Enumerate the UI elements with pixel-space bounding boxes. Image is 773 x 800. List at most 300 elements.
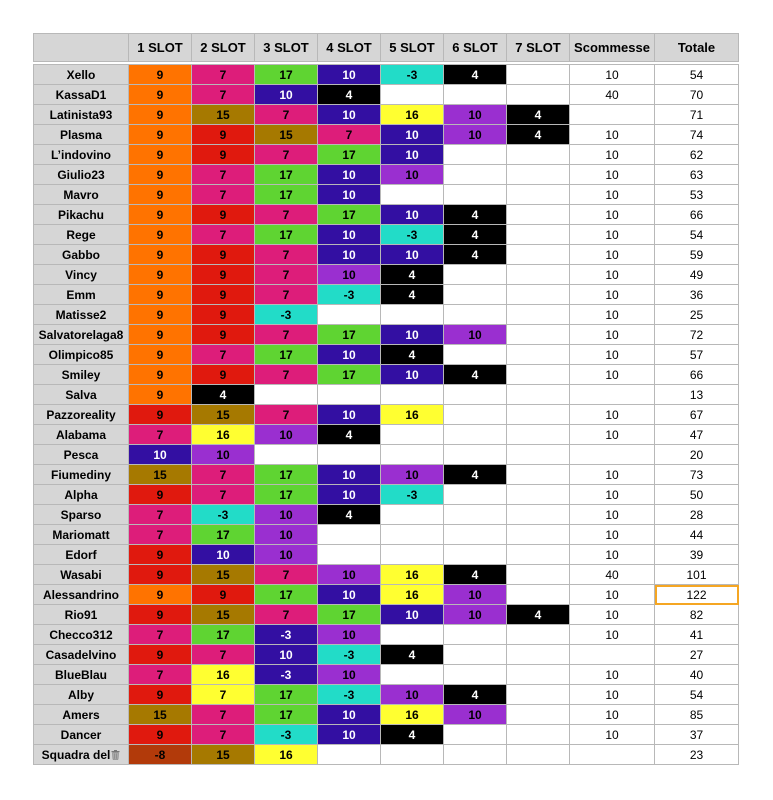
slot-5-cell[interactable]: 10 — [381, 245, 444, 265]
scommesse-cell[interactable]: 10 — [570, 725, 655, 745]
player-name-cell[interactable] — [34, 265, 129, 285]
slot-6-empty-cell[interactable] — [444, 665, 507, 685]
slot-5-empty-cell[interactable] — [381, 745, 444, 765]
slot-4-empty-cell[interactable] — [318, 385, 381, 405]
slot-4-cell[interactable]: -3 — [318, 685, 381, 705]
slot-6-cell[interactable]: 4 — [444, 65, 507, 85]
totale-cell[interactable]: 73 — [655, 465, 739, 485]
slot-1-cell[interactable]: 9 — [129, 205, 192, 225]
totale-cell[interactable]: 85 — [655, 705, 739, 725]
scommesse-cell[interactable] — [570, 105, 655, 125]
slot-5-cell[interactable]: 10 — [381, 465, 444, 485]
slot-3-cell[interactable]: 7 — [255, 405, 318, 425]
slot-6-empty-cell[interactable] — [444, 725, 507, 745]
slot-4-cell[interactable]: 17 — [318, 205, 381, 225]
slot-3-cell[interactable]: 17 — [255, 485, 318, 505]
slot-7-empty-cell[interactable] — [507, 345, 570, 365]
totale-cell[interactable]: 59 — [655, 245, 739, 265]
slot-6-empty-cell[interactable] — [444, 505, 507, 525]
slot-1-cell[interactable]: 9 — [129, 385, 192, 405]
scommesse-cell[interactable]: 10 — [570, 265, 655, 285]
slot-4-cell[interactable]: 10 — [318, 225, 381, 245]
slot-5-cell[interactable]: 10 — [381, 165, 444, 185]
slot-7-cell[interactable]: 4 — [507, 605, 570, 625]
slot-4-cell[interactable]: 4 — [318, 85, 381, 105]
slot-3-cell[interactable]: -3 — [255, 305, 318, 325]
slot-6-empty-cell[interactable] — [444, 185, 507, 205]
slot-2-cell[interactable]: 7 — [192, 165, 255, 185]
slot-6-empty-cell[interactable] — [444, 745, 507, 765]
slot-1-cell[interactable]: 9 — [129, 245, 192, 265]
slot-7-empty-cell[interactable] — [507, 665, 570, 685]
slot-2-cell[interactable]: 16 — [192, 425, 255, 445]
player-name-cell[interactable] — [34, 605, 129, 625]
player-name-cell[interactable] — [34, 65, 129, 85]
slot-5-empty-cell[interactable] — [381, 385, 444, 405]
slot-5-cell[interactable]: 4 — [381, 645, 444, 665]
scommesse-cell[interactable]: 10 — [570, 585, 655, 605]
slot-7-empty-cell[interactable] — [507, 725, 570, 745]
slot-4-cell[interactable]: 10 — [318, 245, 381, 265]
slot-7-empty-cell[interactable] — [507, 305, 570, 325]
slot-7-empty-cell[interactable] — [507, 65, 570, 85]
scommesse-cell[interactable]: 10 — [570, 705, 655, 725]
slot-5-empty-cell[interactable] — [381, 625, 444, 645]
slot-5-empty-cell[interactable] — [381, 425, 444, 445]
slot-3-cell[interactable]: 7 — [255, 565, 318, 585]
slot-1-cell[interactable]: 9 — [129, 485, 192, 505]
slot-6-cell[interactable]: 4 — [444, 685, 507, 705]
slot-1-cell[interactable]: 7 — [129, 625, 192, 645]
slot-7-empty-cell[interactable] — [507, 745, 570, 765]
player-name-cell[interactable] — [34, 545, 129, 565]
player-name-cell[interactable] — [34, 445, 129, 465]
totale-cell[interactable]: 54 — [655, 685, 739, 705]
slot-6-cell[interactable]: 10 — [444, 125, 507, 145]
column-header[interactable]: Scommesse — [570, 34, 655, 62]
slot-7-empty-cell[interactable] — [507, 585, 570, 605]
player-name-cell[interactable] — [34, 185, 129, 205]
slot-1-cell[interactable]: 7 — [129, 665, 192, 685]
player-name-cell[interactable] — [34, 465, 129, 485]
slot-4-cell[interactable]: 10 — [318, 165, 381, 185]
scommesse-cell[interactable]: 10 — [570, 425, 655, 445]
slot-7-empty-cell[interactable] — [507, 485, 570, 505]
slot-1-cell[interactable]: 9 — [129, 125, 192, 145]
slot-2-cell[interactable]: 9 — [192, 205, 255, 225]
slot-3-cell[interactable]: 10 — [255, 505, 318, 525]
slot-7-empty-cell[interactable] — [507, 645, 570, 665]
slot-1-cell[interactable]: 9 — [129, 225, 192, 245]
player-name-cell[interactable] — [34, 565, 129, 585]
slot-7-empty-cell[interactable] — [507, 185, 570, 205]
totale-cell[interactable]: 66 — [655, 365, 739, 385]
slot-3-cell[interactable]: 17 — [255, 585, 318, 605]
slot-7-empty-cell[interactable] — [507, 625, 570, 645]
slot-6-empty-cell[interactable] — [444, 625, 507, 645]
slot-2-cell[interactable]: 9 — [192, 125, 255, 145]
slot-2-cell[interactable]: 7 — [192, 485, 255, 505]
slot-6-empty-cell[interactable] — [444, 385, 507, 405]
scommesse-cell[interactable] — [570, 645, 655, 665]
slot-3-cell[interactable]: 10 — [255, 645, 318, 665]
scommesse-cell[interactable]: 10 — [570, 285, 655, 305]
slot-7-empty-cell[interactable] — [507, 445, 570, 465]
slot-5-cell[interactable]: 16 — [381, 585, 444, 605]
totale-cell[interactable]: 40 — [655, 665, 739, 685]
player-name-cell[interactable] — [34, 225, 129, 245]
slot-4-cell[interactable]: 4 — [318, 425, 381, 445]
slot-2-cell[interactable]: 9 — [192, 265, 255, 285]
scommesse-cell[interactable] — [570, 385, 655, 405]
totale-cell[interactable]: 63 — [655, 165, 739, 185]
slot-5-empty-cell[interactable] — [381, 505, 444, 525]
slot-5-empty-cell[interactable] — [381, 445, 444, 465]
column-header[interactable]: 6 SLOT — [444, 34, 507, 62]
slot-4-cell[interactable]: 10 — [318, 185, 381, 205]
player-name-cell[interactable] — [34, 305, 129, 325]
totale-cell[interactable]: 37 — [655, 725, 739, 745]
slot-6-empty-cell[interactable] — [444, 525, 507, 545]
column-header[interactable]: 3 SLOT — [255, 34, 318, 62]
scommesse-cell[interactable]: 10 — [570, 405, 655, 425]
slot-1-cell[interactable]: 9 — [129, 565, 192, 585]
player-name-cell[interactable] — [34, 705, 129, 725]
slot-1-cell[interactable]: 9 — [129, 105, 192, 125]
scommesse-cell[interactable]: 40 — [570, 85, 655, 105]
slot-2-cell[interactable]: 7 — [192, 725, 255, 745]
slot-1-cell[interactable]: 9 — [129, 345, 192, 365]
slot-5-cell[interactable]: 10 — [381, 325, 444, 345]
column-header[interactable]: Totale — [655, 34, 739, 62]
slot-1-cell[interactable]: 7 — [129, 525, 192, 545]
player-name-cell[interactable] — [34, 285, 129, 305]
slot-1-cell[interactable]: 9 — [129, 85, 192, 105]
slot-6-empty-cell[interactable] — [444, 265, 507, 285]
slot-7-empty-cell[interactable] — [507, 525, 570, 545]
slot-6-cell[interactable]: 10 — [444, 585, 507, 605]
slot-1-cell[interactable]: 9 — [129, 65, 192, 85]
slot-3-cell[interactable]: 17 — [255, 465, 318, 485]
slot-2-cell[interactable]: 9 — [192, 365, 255, 385]
scommesse-cell[interactable]: 10 — [570, 665, 655, 685]
scommesse-cell[interactable]: 10 — [570, 505, 655, 525]
column-header[interactable]: 2 SLOT — [192, 34, 255, 62]
slot-3-empty-cell[interactable] — [255, 445, 318, 465]
slot-5-cell[interactable]: 4 — [381, 265, 444, 285]
slot-4-cell[interactable]: 7 — [318, 125, 381, 145]
scommesse-cell[interactable]: 10 — [570, 145, 655, 165]
slot-2-cell[interactable]: -3 — [192, 505, 255, 525]
totale-cell[interactable]: 28 — [655, 505, 739, 525]
slot-5-cell[interactable]: 10 — [381, 605, 444, 625]
slot-4-cell[interactable]: 10 — [318, 465, 381, 485]
slot-4-cell[interactable]: 10 — [318, 665, 381, 685]
slot-3-cell[interactable]: 16 — [255, 745, 318, 765]
player-name-cell[interactable] — [34, 205, 129, 225]
scommesse-cell[interactable]: 10 — [570, 605, 655, 625]
slot-3-cell[interactable]: 7 — [255, 265, 318, 285]
slot-1-cell[interactable]: 15 — [129, 705, 192, 725]
slot-7-cell[interactable]: 4 — [507, 105, 570, 125]
slot-7-empty-cell[interactable] — [507, 565, 570, 585]
totale-cell[interactable]: 62 — [655, 145, 739, 165]
slot-5-empty-cell[interactable] — [381, 185, 444, 205]
slot-6-empty-cell[interactable] — [444, 445, 507, 465]
slot-5-cell[interactable]: -3 — [381, 485, 444, 505]
slot-3-cell[interactable]: 7 — [255, 365, 318, 385]
player-name-cell[interactable] — [34, 405, 129, 425]
slot-1-cell[interactable]: 9 — [129, 305, 192, 325]
slot-3-cell[interactable]: -3 — [255, 665, 318, 685]
slot-5-empty-cell[interactable] — [381, 665, 444, 685]
slot-7-empty-cell[interactable] — [507, 705, 570, 725]
slot-3-cell[interactable]: 10 — [255, 525, 318, 545]
slot-3-cell[interactable]: 10 — [255, 425, 318, 445]
slot-1-cell[interactable]: 9 — [129, 605, 192, 625]
slot-4-empty-cell[interactable] — [318, 305, 381, 325]
scommesse-cell[interactable]: 10 — [570, 305, 655, 325]
scommesse-cell[interactable]: 10 — [570, 65, 655, 85]
scommesse-cell[interactable]: 10 — [570, 325, 655, 345]
totale-cell[interactable]: 20 — [655, 445, 739, 465]
slot-6-empty-cell[interactable] — [444, 285, 507, 305]
totale-cell[interactable]: 27 — [655, 645, 739, 665]
slot-3-cell[interactable]: 17 — [255, 185, 318, 205]
slot-4-empty-cell[interactable] — [318, 445, 381, 465]
slot-2-cell[interactable]: 9 — [192, 245, 255, 265]
scommesse-cell[interactable]: 10 — [570, 245, 655, 265]
slot-6-empty-cell[interactable] — [444, 85, 507, 105]
slot-1-cell[interactable]: 9 — [129, 165, 192, 185]
slot-1-cell[interactable]: 9 — [129, 405, 192, 425]
slot-4-cell[interactable]: 10 — [318, 625, 381, 645]
slot-2-cell[interactable]: 17 — [192, 625, 255, 645]
slot-3-cell[interactable]: 17 — [255, 225, 318, 245]
slot-1-cell[interactable]: 9 — [129, 585, 192, 605]
slot-4-cell[interactable]: 10 — [318, 65, 381, 85]
slot-3-cell[interactable]: 17 — [255, 685, 318, 705]
slot-2-cell[interactable]: 15 — [192, 605, 255, 625]
slot-1-cell[interactable]: 9 — [129, 545, 192, 565]
slot-7-empty-cell[interactable] — [507, 265, 570, 285]
slot-2-cell[interactable]: 9 — [192, 325, 255, 345]
scommesse-cell[interactable]: 10 — [570, 485, 655, 505]
slot-2-cell[interactable]: 7 — [192, 225, 255, 245]
slot-4-cell[interactable]: 10 — [318, 265, 381, 285]
slot-5-cell[interactable]: -3 — [381, 225, 444, 245]
player-name-cell[interactable] — [34, 525, 129, 545]
slot-6-cell[interactable]: 4 — [444, 245, 507, 265]
slot-4-cell[interactable]: 10 — [318, 565, 381, 585]
slot-7-empty-cell[interactable] — [507, 465, 570, 485]
slot-4-cell[interactable]: 17 — [318, 325, 381, 345]
slot-2-cell[interactable]: 7 — [192, 345, 255, 365]
slot-3-cell[interactable]: 7 — [255, 605, 318, 625]
totale-cell[interactable]: 39 — [655, 545, 739, 565]
slot-4-cell[interactable]: 17 — [318, 605, 381, 625]
slot-6-empty-cell[interactable] — [444, 645, 507, 665]
slot-2-cell[interactable]: 9 — [192, 145, 255, 165]
slot-3-cell[interactable]: 17 — [255, 65, 318, 85]
slot-4-cell[interactable]: 17 — [318, 145, 381, 165]
slot-6-empty-cell[interactable] — [444, 145, 507, 165]
slot-1-cell[interactable]: 9 — [129, 265, 192, 285]
slot-3-cell[interactable]: -3 — [255, 625, 318, 645]
totale-cell[interactable]: 71 — [655, 105, 739, 125]
slot-4-cell[interactable]: 10 — [318, 345, 381, 365]
slot-2-cell[interactable]: 7 — [192, 85, 255, 105]
scommesse-cell[interactable]: 10 — [570, 685, 655, 705]
totale-cell[interactable]: 50 — [655, 485, 739, 505]
totale-cell[interactable]: 23 — [655, 745, 739, 765]
player-name-cell[interactable] — [34, 485, 129, 505]
totale-cell[interactable]: 74 — [655, 125, 739, 145]
scommesse-cell[interactable]: 10 — [570, 525, 655, 545]
slot-5-empty-cell[interactable] — [381, 545, 444, 565]
slot-1-cell[interactable]: 9 — [129, 285, 192, 305]
slot-7-empty-cell[interactable] — [507, 245, 570, 265]
slot-2-cell[interactable]: 9 — [192, 305, 255, 325]
slot-7-empty-cell[interactable] — [507, 325, 570, 345]
slot-2-cell[interactable]: 7 — [192, 185, 255, 205]
totale-cell[interactable]: 67 — [655, 405, 739, 425]
slot-6-cell[interactable]: 4 — [444, 565, 507, 585]
player-name-cell[interactable] — [34, 105, 129, 125]
totale-cell[interactable]: 13 — [655, 385, 739, 405]
scommesse-cell[interactable]: 10 — [570, 545, 655, 565]
player-name-cell[interactable] — [34, 345, 129, 365]
player-name-cell[interactable] — [34, 145, 129, 165]
slot-5-cell[interactable]: 10 — [381, 145, 444, 165]
slot-2-cell[interactable]: 15 — [192, 405, 255, 425]
slot-7-empty-cell[interactable] — [507, 145, 570, 165]
slot-3-cell[interactable]: -3 — [255, 725, 318, 745]
slot-5-empty-cell[interactable] — [381, 85, 444, 105]
slot-5-cell[interactable]: 16 — [381, 405, 444, 425]
player-name-cell[interactable] — [34, 725, 129, 745]
slot-7-empty-cell[interactable] — [507, 405, 570, 425]
player-name-cell[interactable] — [34, 745, 129, 765]
slot-6-empty-cell[interactable] — [444, 305, 507, 325]
scommesse-cell[interactable] — [570, 745, 655, 765]
column-header[interactable]: 5 SLOT — [381, 34, 444, 62]
slot-2-cell[interactable]: 10 — [192, 445, 255, 465]
slot-1-cell[interactable]: 9 — [129, 185, 192, 205]
totale-cell[interactable]: 53 — [655, 185, 739, 205]
slot-1-cell[interactable]: 10 — [129, 445, 192, 465]
totale-cell[interactable]: 54 — [655, 65, 739, 85]
scommesse-cell[interactable]: 10 — [570, 365, 655, 385]
slot-7-empty-cell[interactable] — [507, 685, 570, 705]
slot-7-empty-cell[interactable] — [507, 285, 570, 305]
slot-7-empty-cell[interactable] — [507, 425, 570, 445]
player-name-cell[interactable] — [34, 125, 129, 145]
totale-cell[interactable]: 25 — [655, 305, 739, 325]
totale-cell[interactable]: 54 — [655, 225, 739, 245]
slot-2-cell[interactable]: 7 — [192, 705, 255, 725]
scommesse-cell[interactable]: 10 — [570, 185, 655, 205]
slot-4-cell[interactable]: 10 — [318, 405, 381, 425]
player-name-cell[interactable] — [34, 505, 129, 525]
slot-2-cell[interactable]: 9 — [192, 285, 255, 305]
slot-7-empty-cell[interactable] — [507, 85, 570, 105]
slot-2-cell[interactable]: 15 — [192, 105, 255, 125]
slot-2-cell[interactable]: 9 — [192, 585, 255, 605]
slot-1-cell[interactable]: 9 — [129, 685, 192, 705]
player-name-cell[interactable] — [34, 385, 129, 405]
scommesse-cell[interactable] — [570, 445, 655, 465]
totale-cell[interactable]: 66 — [655, 205, 739, 225]
slot-5-empty-cell[interactable] — [381, 525, 444, 545]
slot-5-cell[interactable]: 16 — [381, 565, 444, 585]
slot-2-cell[interactable]: 7 — [192, 65, 255, 85]
slot-4-cell[interactable]: 10 — [318, 725, 381, 745]
scommesse-cell[interactable]: 10 — [570, 165, 655, 185]
scommesse-cell[interactable]: 10 — [570, 345, 655, 365]
slot-7-empty-cell[interactable] — [507, 225, 570, 245]
player-name-cell[interactable] — [34, 245, 129, 265]
slot-1-cell[interactable]: -8 — [129, 745, 192, 765]
header-blank[interactable] — [34, 34, 129, 62]
slot-1-cell[interactable]: 9 — [129, 365, 192, 385]
slot-1-cell[interactable]: 7 — [129, 505, 192, 525]
totale-cell-selected[interactable]: 122 — [655, 585, 739, 605]
totale-cell[interactable]: 82 — [655, 605, 739, 625]
slot-3-empty-cell[interactable] — [255, 385, 318, 405]
totale-cell[interactable]: 101 — [655, 565, 739, 585]
slot-6-empty-cell[interactable] — [444, 425, 507, 445]
slot-7-empty-cell[interactable] — [507, 165, 570, 185]
slot-5-cell[interactable]: 16 — [381, 705, 444, 725]
slot-2-cell[interactable]: 15 — [192, 565, 255, 585]
slot-6-cell[interactable]: 10 — [444, 105, 507, 125]
player-name-cell[interactable] — [34, 625, 129, 645]
slot-2-cell[interactable]: 7 — [192, 465, 255, 485]
column-header[interactable]: 4 SLOT — [318, 34, 381, 62]
slot-5-cell[interactable]: 16 — [381, 105, 444, 125]
slot-6-empty-cell[interactable] — [444, 485, 507, 505]
slot-6-cell[interactable]: 10 — [444, 325, 507, 345]
slot-2-cell[interactable]: 4 — [192, 385, 255, 405]
scommesse-cell[interactable]: 10 — [570, 205, 655, 225]
slot-1-cell[interactable]: 15 — [129, 465, 192, 485]
slot-5-cell[interactable]: 10 — [381, 125, 444, 145]
slot-3-cell[interactable]: 7 — [255, 325, 318, 345]
slot-4-cell[interactable]: 10 — [318, 485, 381, 505]
column-header[interactable]: 7 SLOT — [507, 34, 570, 62]
slot-2-cell[interactable]: 10 — [192, 545, 255, 565]
player-name-cell[interactable] — [34, 665, 129, 685]
slot-4-cell[interactable]: -3 — [318, 645, 381, 665]
slot-6-cell[interactable]: 4 — [444, 465, 507, 485]
slot-2-cell[interactable]: 16 — [192, 665, 255, 685]
slot-3-cell[interactable]: 10 — [255, 545, 318, 565]
slot-1-cell[interactable]: 9 — [129, 145, 192, 165]
scommesse-cell[interactable]: 10 — [570, 625, 655, 645]
slot-4-cell[interactable]: 17 — [318, 365, 381, 385]
column-header[interactable]: 1 SLOT — [129, 34, 192, 62]
slot-2-cell[interactable]: 7 — [192, 645, 255, 665]
slot-3-cell[interactable]: 7 — [255, 245, 318, 265]
slot-2-cell[interactable]: 7 — [192, 685, 255, 705]
slot-4-cell[interactable]: 4 — [318, 505, 381, 525]
slot-4-cell[interactable]: 10 — [318, 585, 381, 605]
slot-3-cell[interactable]: 17 — [255, 705, 318, 725]
slot-4-empty-cell[interactable] — [318, 525, 381, 545]
player-name-cell[interactable] — [34, 165, 129, 185]
slot-7-empty-cell[interactable] — [507, 505, 570, 525]
